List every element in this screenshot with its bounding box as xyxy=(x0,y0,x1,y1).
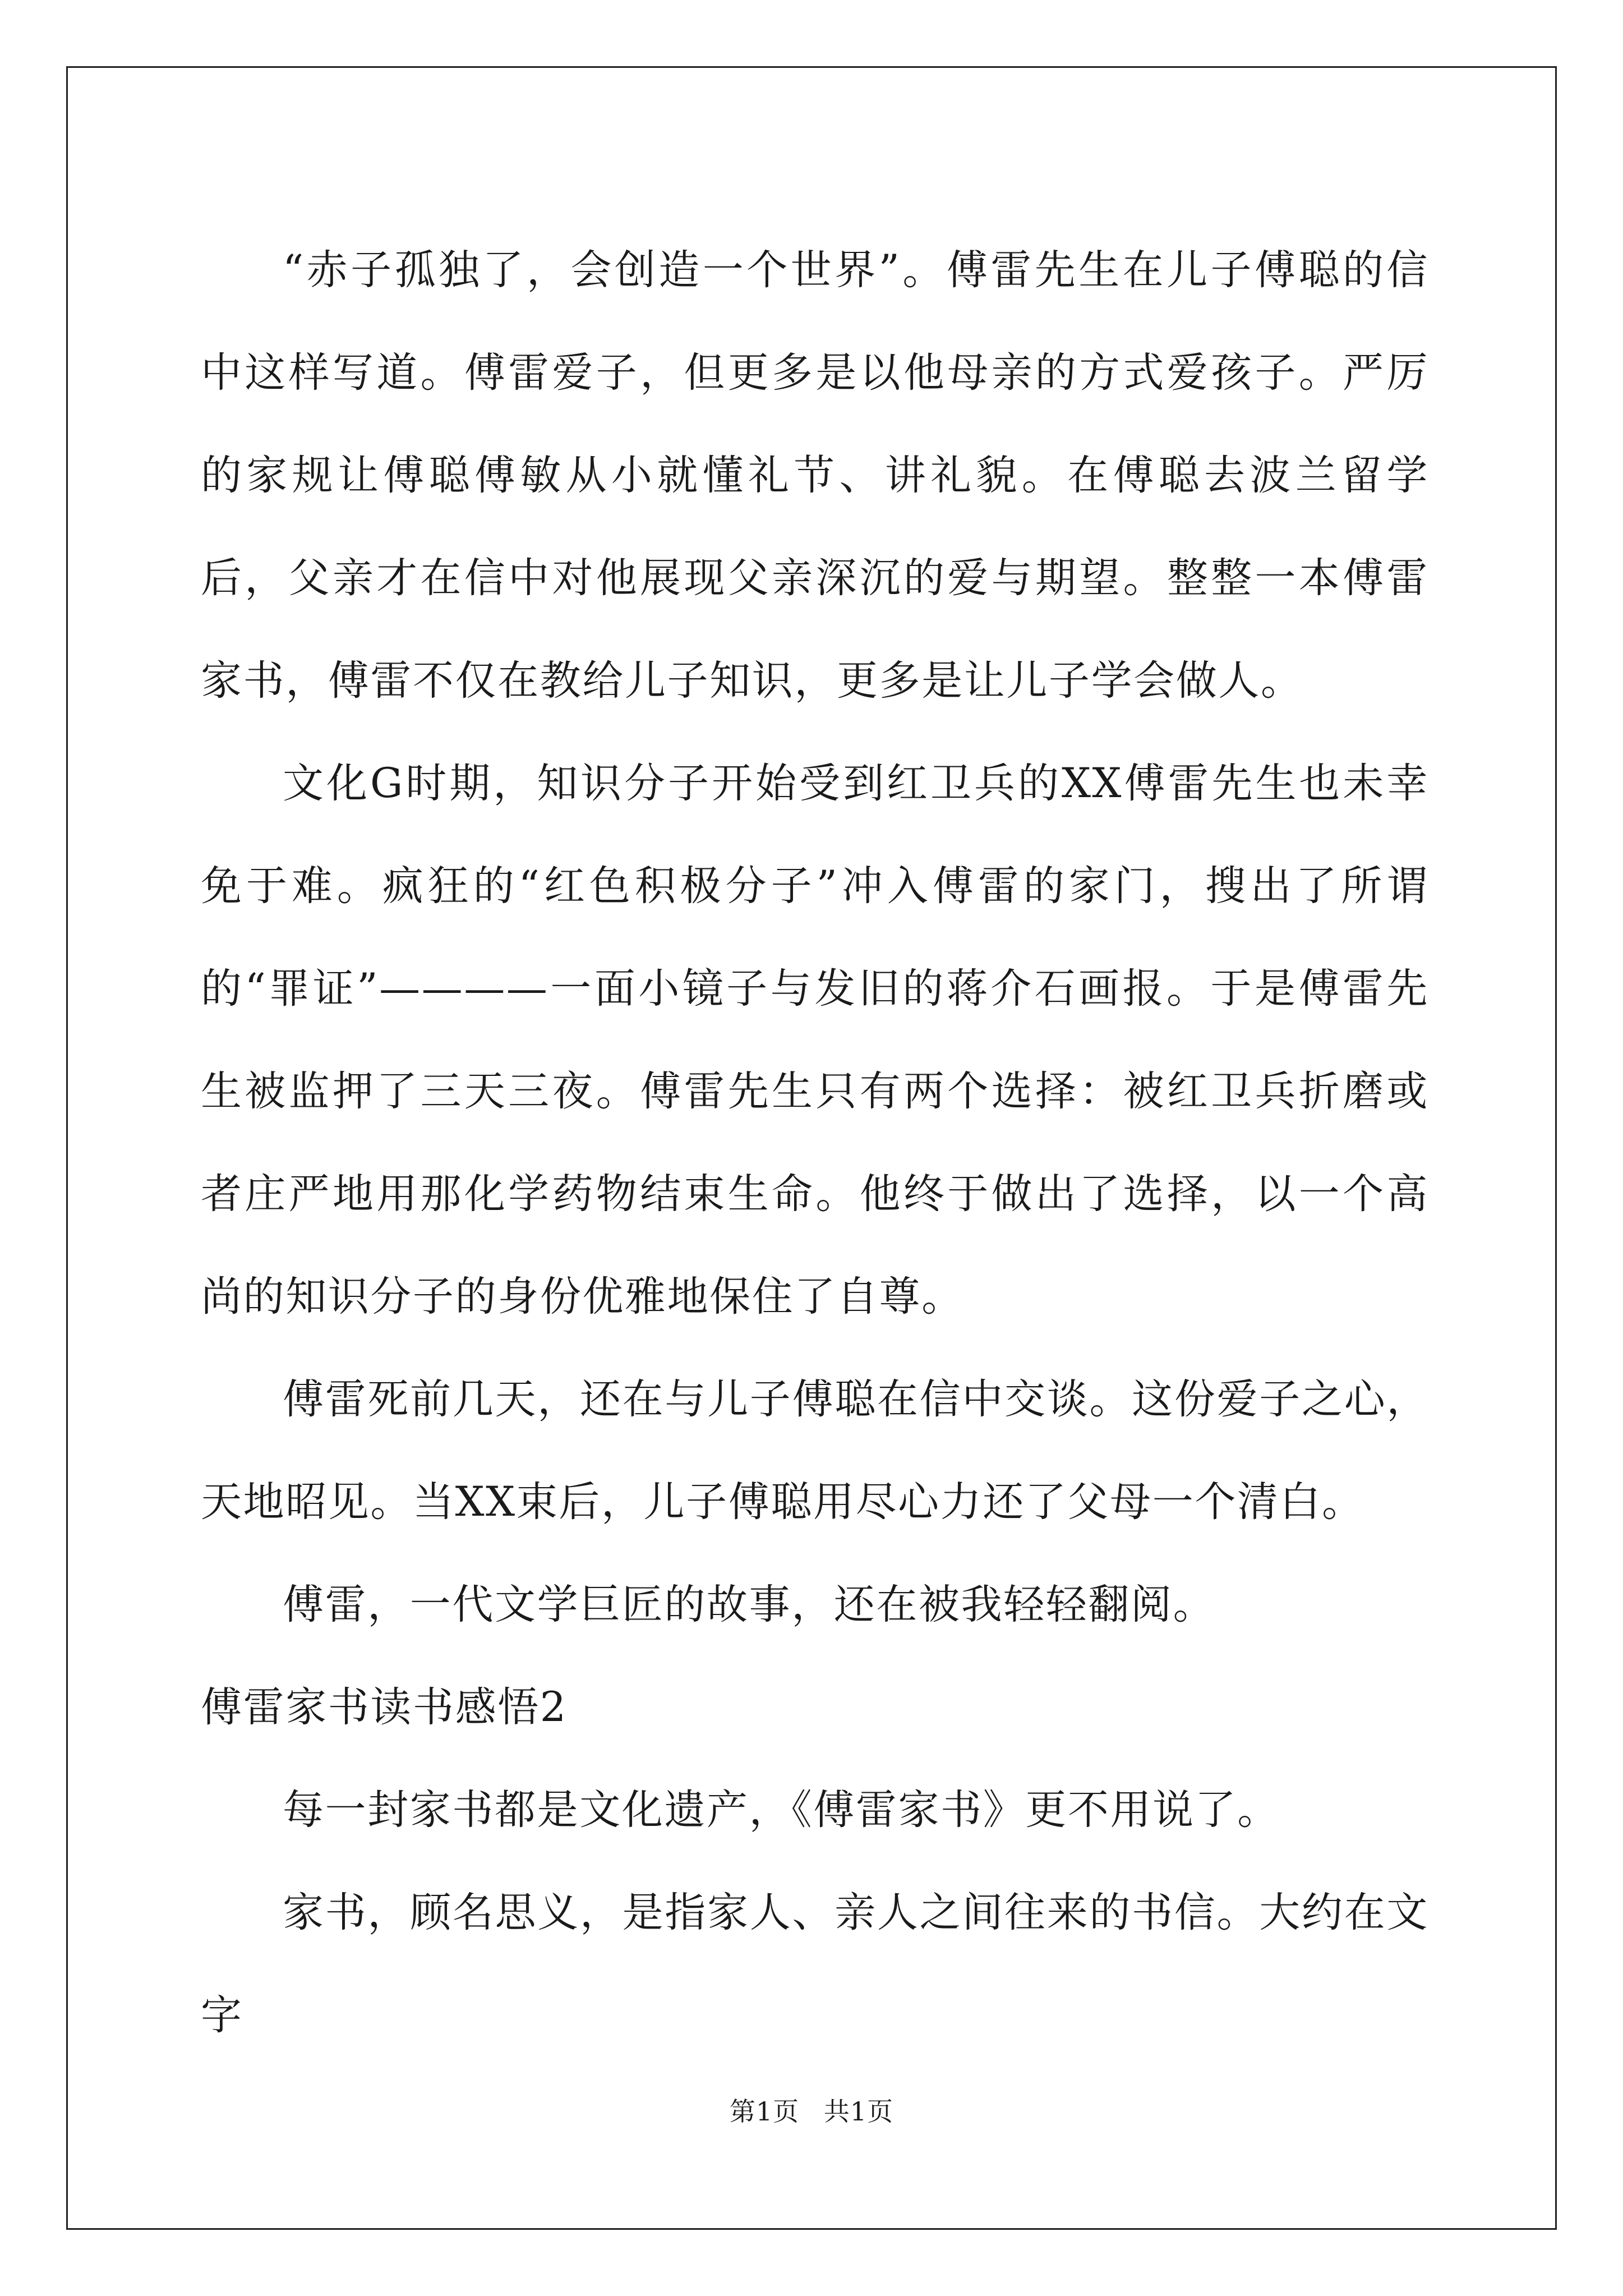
paragraph-3: 傅雷死前几天，还在与儿子傅聪在信中交谈。这份爱子之心，天地昭见。当XX束后，儿子傅聪用尽心力还了父母一个清白。 xyxy=(201,1375,1429,1526)
page-number-total: 共1页 xyxy=(823,2096,894,2127)
document-body xyxy=(201,219,1429,2067)
page-number-current: 第1页 xyxy=(729,2096,800,2127)
paragraph-1: “赤子孤独了，会创造一个世界”。傅雷先生在儿子傅聪的信中这样写道。傅雷爱子，但更多是以他母亲的方式爱孩子。严厉的家规让傅聪傅敏从小就懂礼节、讲礼貌。在傅聪去波兰留学后，父亲才在信中对他展现父亲深沉的爱与期望。整整一本傅雷家书，傅雷不仅在教给儿子知识，更多是让儿子学会做人。 xyxy=(201,246,1429,705)
paragraph-4: 傅雷，一代文学巨匠的故事，还在被我轻轻翻阅。 xyxy=(283,1581,1216,1628)
section-heading: 傅雷家书读书感悟2 xyxy=(201,1683,568,1731)
page-footer xyxy=(0,2091,1623,2128)
paragraph-6: 家书，顾名思义，是指家人、亲人之间往来的书信。大约在文字 xyxy=(201,1889,1429,2039)
paragraph-2: 文化G时期，知识分子开始受到红卫兵的XX傅雷先生也未幸免于难。疯狂的“红色积极分子”冲入傅雷的家门，搜出了所谓的“罪证”————一面小镜子与发旧的蒋介石画报。于是傅雷先生被监押了三天三夜。傅雷先生只有两个选择：被红卫兵折磨或者庄严地用那化学药物结束生命。他终于做出了选择，以一个高尚的知识分子的身份优雅地保住了自尊。 xyxy=(201,760,1429,1320)
paragraph-5: 每一封家书都是文化遗产，《傅雷家书》更不用说了。 xyxy=(283,1786,1280,1834)
